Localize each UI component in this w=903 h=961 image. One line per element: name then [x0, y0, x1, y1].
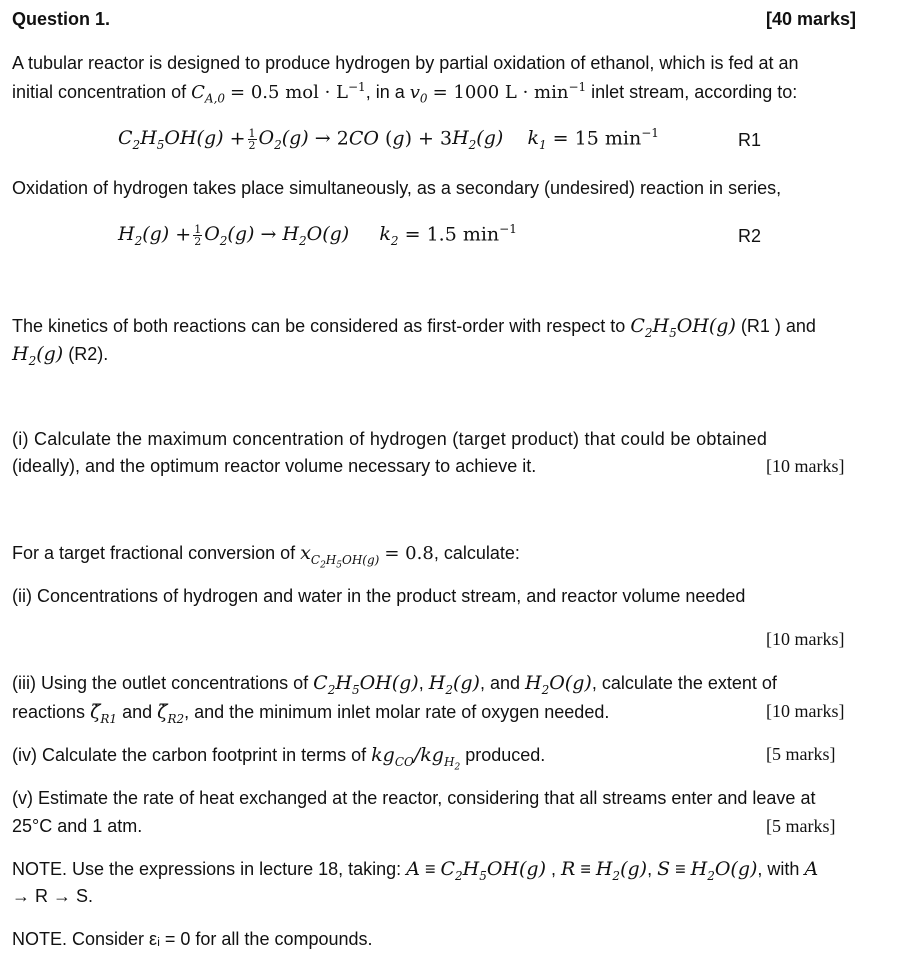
- intro-line-1: A tubular reactor is designed to produce hydrogen by partial oxidation of ethanol, which is fed at an: [12, 53, 799, 73]
- question-title: Question 1.: [12, 9, 111, 29]
- kinetics-line-1: The kinetics of both reactions can be considered as first-order with respect to $C_2H_5OH(g)$ (R1 ) and: [12, 315, 816, 340]
- reaction-1-label: R1: [738, 130, 762, 150]
- part-iv-marks: [5 marks]: [766, 744, 836, 764]
- v0-symbol: $v_0$: [409, 82, 428, 106]
- target-conversion: For a target fractional conversion of $x_{C_2H_5OH(g)} = 0.8$, calculate:: [12, 542, 520, 571]
- reaction-1-equation: $C_2H_5OH(g)$ + $\frac{1}{2}$ $O_2(g) \to 2CO$ $(g) + 3H_2(g)$ $k_1 = 15$ $\min^{-1}$: [118, 126, 659, 153]
- part-v-line-1: (v) Estimate the rate of heat exchanged at the reactor, considering that all streams enter and leave at: [12, 788, 816, 808]
- note-1-line-2: → R → S.: [12, 886, 94, 906]
- part-i-line-2: (ideally), and the optimum reactor volume necessary to achieve it.: [12, 456, 537, 476]
- intro-mid: , in a: [365, 82, 405, 102]
- total-marks: [40 marks]: [766, 9, 857, 29]
- part-v-line-2: 25°C and 1 atm.: [12, 816, 143, 836]
- intro-line-2: [12, 80, 797, 106]
- ca0-value: = 0.5 mol · $L^{-1}$: [230, 80, 366, 103]
- kinetics-line-2: $H_2(g)$ (R2).: [12, 343, 109, 368]
- reaction-2-equation: $H_2(g)$ + $\frac{1}{2}$ $O_2(g) \to H_2O(g)$ $k_2 = 1.5$ $\min^{-1}$: [118, 222, 517, 249]
- ca0-symbol: $C_{A,0}$: [191, 82, 226, 106]
- k1-exp: −1: [641, 126, 659, 140]
- part-iv-line: (iv) Calculate the carbon footprint in terms of $kg_{CO}/kg_{H_2}$ produced.: [12, 744, 546, 773]
- secondary-reaction-text: Oxidation of hydrogen takes place simultaneously, as a secondary (undesired) reaction in series,: [12, 178, 782, 198]
- part-iii-line-2: reactions $\zetȧ_{R1}$ and $\zetȧ_{R2}$, and the minimum inlet molar rate of oxygen needed.: [12, 701, 610, 726]
- k2-value: = 1.5 min: [404, 223, 500, 246]
- k1-value: = 15 min: [552, 127, 642, 150]
- note-2: NOTE. Consider εᵢ = 0 for all the compounds.: [12, 929, 373, 949]
- k2-exp: −1: [499, 222, 517, 236]
- part-i-line-1: (i) Calculate the maximum concentration of hydrogen (target product) that could be obtained: [12, 429, 768, 449]
- intro-prefix: initial concentration of: [12, 82, 187, 102]
- intro-suffix: inlet stream, according to:: [591, 82, 798, 102]
- part-v-marks: [5 marks]: [766, 816, 836, 836]
- part-iii-marks: [10 marks]: [766, 701, 845, 721]
- part-iii-line-1: (iii) Using the outlet concentrations of $C_2H_5OH(g)$, $H_2(g)$, and $H_2O(g)$, calculate the extent of: [12, 672, 777, 697]
- v0-value: = 1000 $L \cdot \min^{-1}$: [432, 80, 587, 103]
- part-i-marks: [10 marks]: [766, 456, 845, 476]
- part-ii-line-1: (ii) Concentrations of hydrogen and water in the product stream, and reactor volume needed: [12, 586, 746, 606]
- reaction-2-label: R2: [738, 226, 762, 246]
- part-ii-marks: [10 marks]: [766, 629, 845, 649]
- note-1-line-1: NOTE. Use the expressions in lecture 18, taking: $A \equiv C_2H_5OH(g)$ , $R \equiv H_2(g)$, $S \equiv H_2O(g)$, with A: [12, 858, 819, 883]
